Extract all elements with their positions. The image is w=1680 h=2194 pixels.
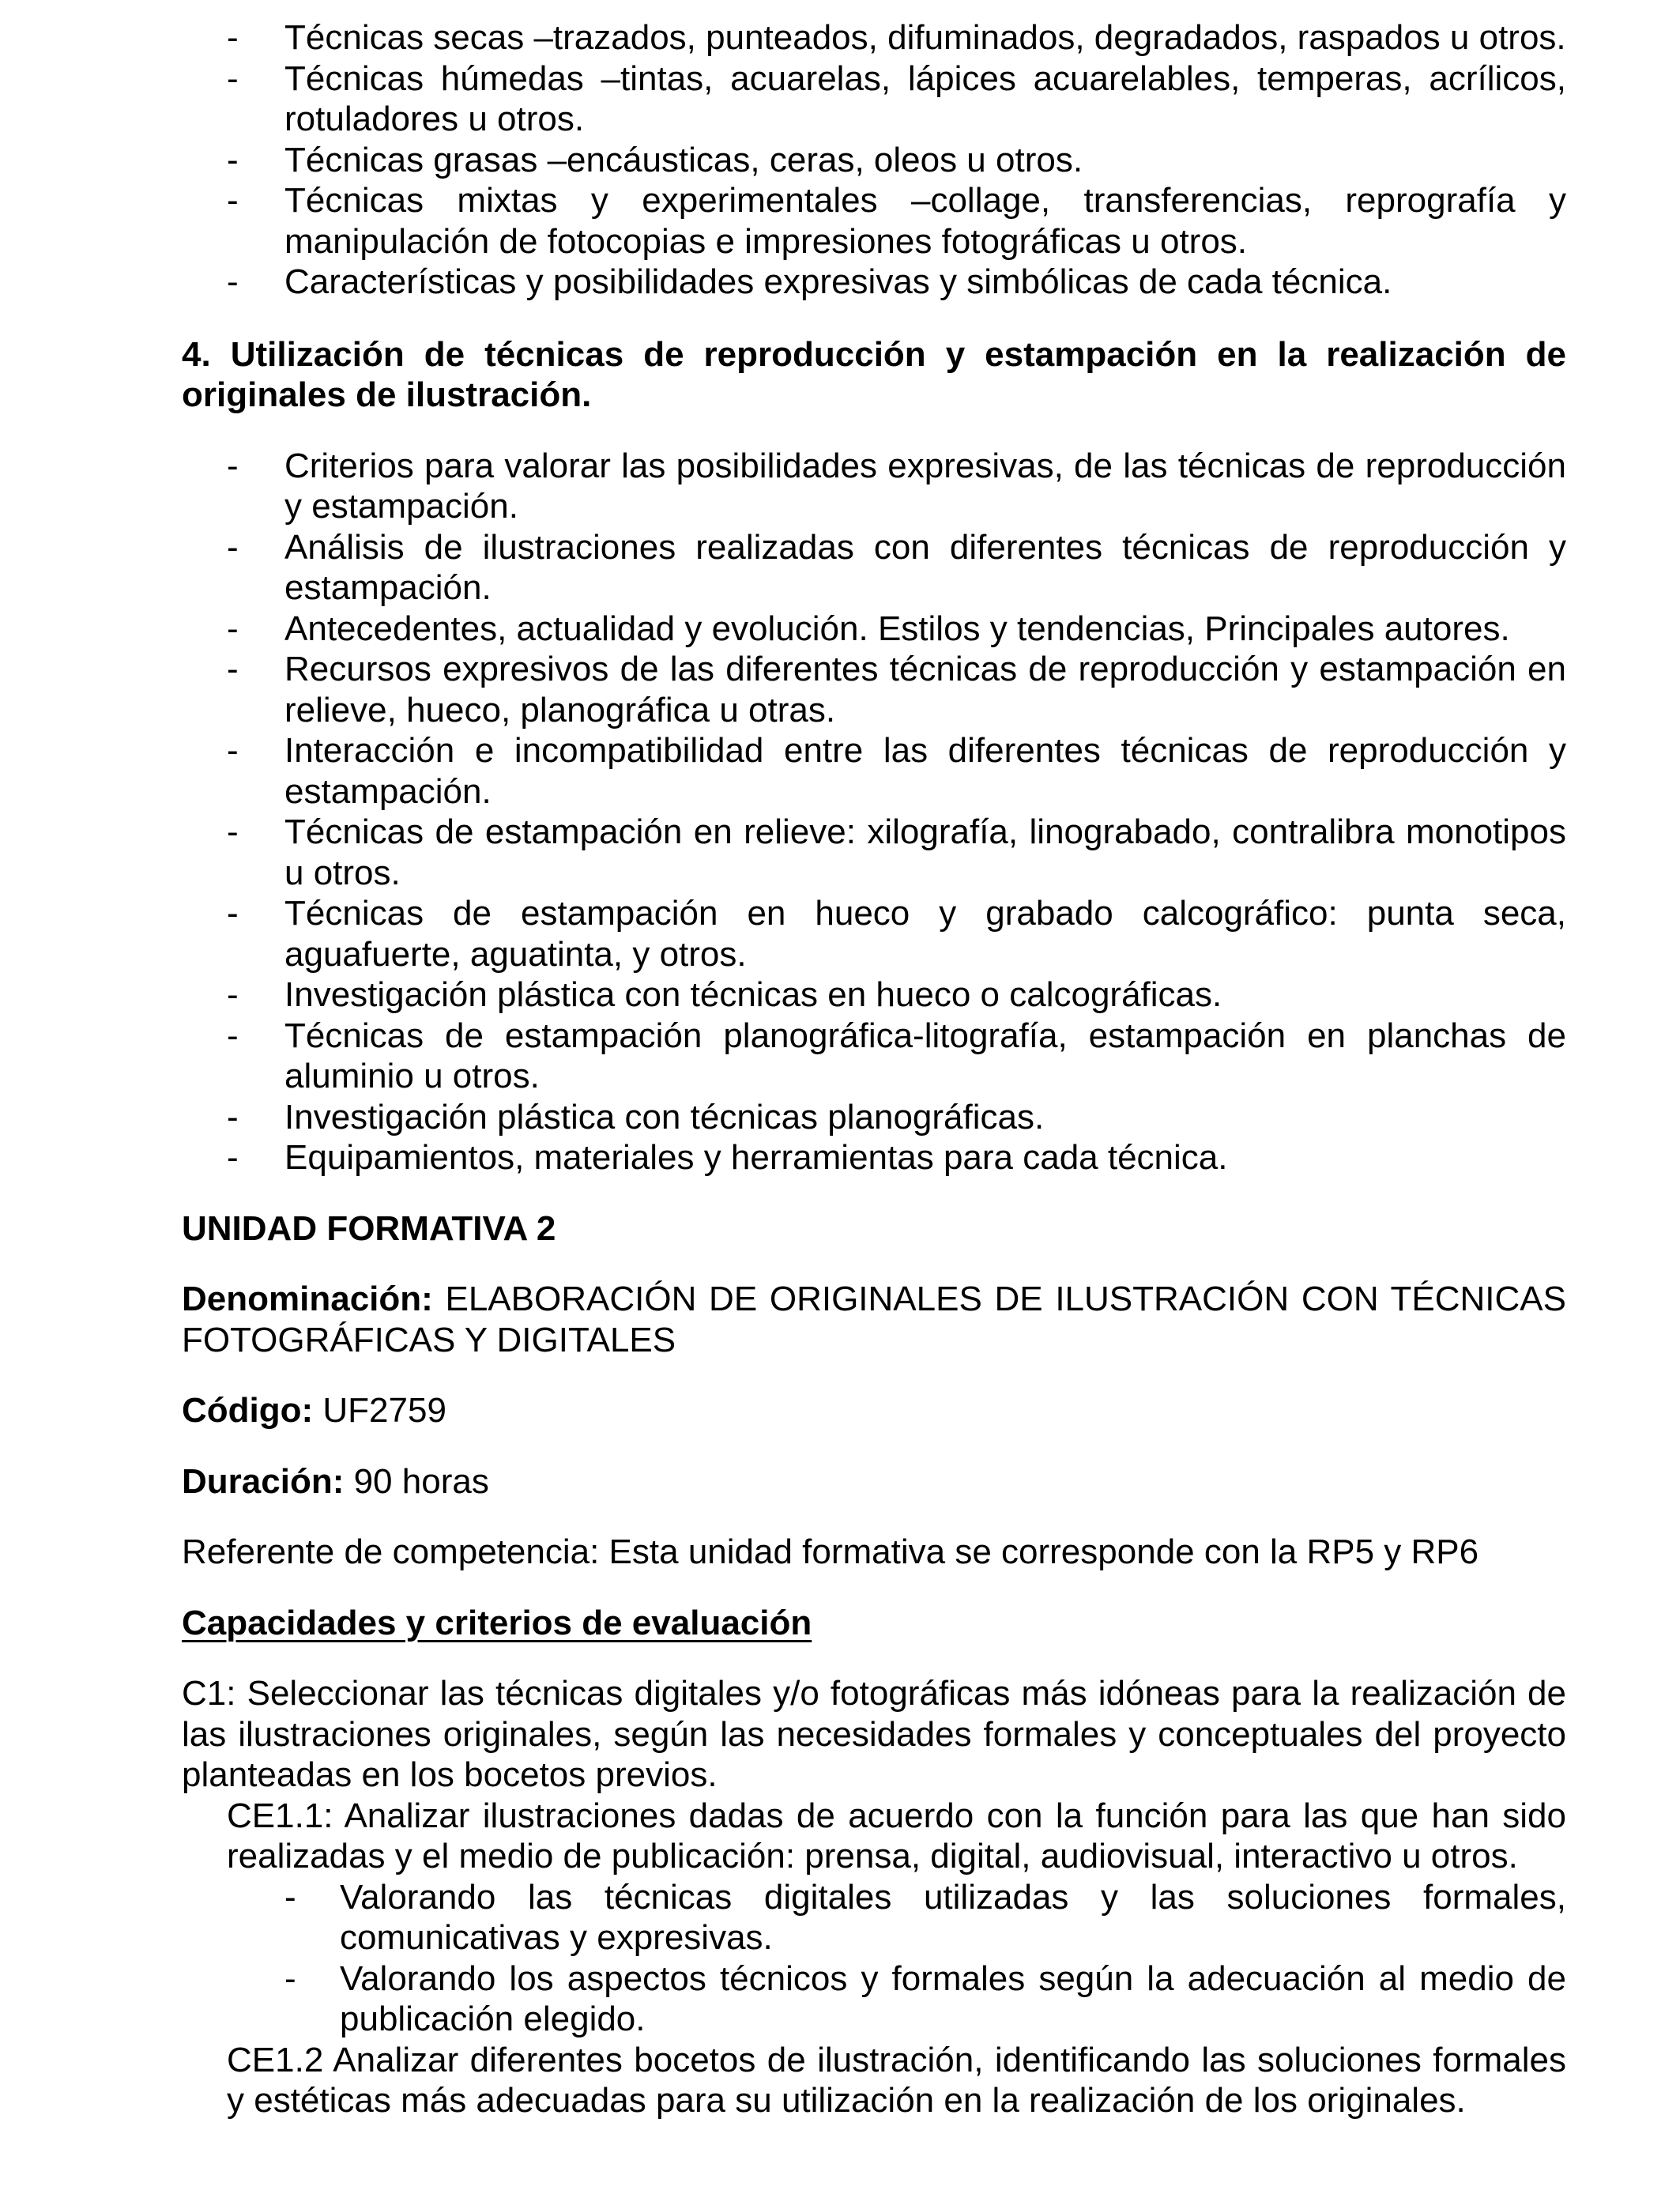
- list-item: - Investigación plástica con técnicas en hueco o calcográficas.: [227, 975, 1222, 1014]
- codigo-label: Código:: [182, 1391, 314, 1430]
- dash-bullet: -: [227, 181, 239, 220]
- technique-list: [182, 17, 1566, 303]
- capacidades-heading: Capacidades y criterios de evaluación: [182, 1603, 812, 1642]
- codigo-value: UF2759: [313, 1391, 446, 1430]
- list-item: - Valorando las técnicas digitales utilizadas y las soluciones formales, comunicativas y expresivas.: [284, 1877, 1566, 1957]
- dash-bullet: -: [227, 609, 239, 648]
- list-item: - Características y posibilidades expresivas y simbólicas de cada técnica.: [227, 262, 1392, 301]
- list-item: - Técnicas de estampación en relieve: xilografía, linograbado, contralibra monotipos u otros.: [227, 812, 1566, 892]
- list-item: - Investigación plástica con técnicas planográficas.: [227, 1097, 1045, 1137]
- referente-competencia: Referente de competencia: Esta unidad formativa se corresponde con la RP5 y RP6: [182, 1532, 1479, 1571]
- dash-bullet: -: [227, 894, 239, 933]
- list-item: - Antecedentes, actualidad y evolución. Estilos y tendencias, Principales autores.: [227, 609, 1510, 648]
- list-item: - Análisis de ilustraciones realizadas con diferentes técnicas de reproducción y estampación.: [227, 527, 1566, 607]
- dash-bullet: -: [227, 18, 239, 57]
- dash-bullet: -: [227, 58, 239, 98]
- dash-bullet: -: [227, 975, 239, 1014]
- dash-bullet: -: [227, 262, 239, 301]
- list-item: - Técnicas de estampación en hueco y grabado calcográfico: punta seca, aguafuerte, aguatinta, y otros.: [227, 894, 1566, 974]
- denominacion-label: Denominación:: [182, 1280, 433, 1318]
- list-item: - Técnicas mixtas y experimentales –collage, transferencias, reprografía y manipulación de fotocopias e impresiones fotográficas u otros.: [227, 181, 1566, 261]
- list-item: - Técnicas de estampación planográfica-litografía, estampación en planchas de aluminio u otros.: [227, 1016, 1566, 1095]
- ce1-1-text: CE1.1: Analizar ilustraciones dadas de acuerdo con la función para las que han sido realizadas y el medio de publicación: prensa, digital, audiovisual, interactivo u otros.: [227, 1796, 1566, 1875]
- dash-bullet: -: [284, 1877, 296, 1917]
- ce1-2-text: CE1.2 Analizar diferentes bocetos de ilustración, identificando las soluciones formales y estéticas más adecuadas para su utilización en la realización de los originales.: [227, 2040, 1566, 2120]
- duracion-label: Duración:: [182, 1461, 345, 1501]
- ce1-1-list: [228, 1877, 1566, 2040]
- list-item: - Valorando los aspectos técnicos y formales según la adecuación al medio de publicación elegido.: [284, 1958, 1566, 2038]
- section-4-heading: 4. Utilización de técnicas de reproducción y estampación en la realización de originales de ilustración.: [182, 334, 1566, 414]
- dash-bullet: -: [227, 446, 239, 485]
- unit-title: UNIDAD FORMATIVA 2: [182, 1208, 556, 1248]
- dash-bullet: -: [227, 1016, 239, 1055]
- dash-bullet: -: [227, 1138, 239, 1177]
- duracion: [182, 1461, 1566, 1502]
- list-item: - Técnicas húmedas –tintas, acuarelas, lápices acuarelables, temperas, acrílicos, rotuladores u otros.: [227, 58, 1566, 138]
- dash-bullet: -: [284, 1958, 296, 1998]
- c1-text: C1: Seleccionar las técnicas digitales y/o fotográficas más idóneas para la realización de las ilustraciones originales, según las necesidades formales y conceptuales del proyecto planteadas en los bocetos previos.: [182, 1674, 1566, 1794]
- list-item: - Equipamientos, materiales y herramientas para cada técnica.: [227, 1138, 1228, 1177]
- list-item: - Criterios para valorar las posibilidades expresivas, de las técnicas de reproducción y estampación.: [227, 446, 1566, 526]
- dash-bullet: -: [227, 1097, 239, 1137]
- list-item: - Técnicas secas –trazados, punteados, difuminados, degradados, raspados u otros.: [227, 18, 1566, 57]
- denominacion-value: ELABORACIÓN DE ORIGINALES DE ILUSTRACIÓN CON TÉCNICAS FOTOGRÁFICAS Y DIGITALES: [182, 1280, 1566, 1359]
- section-4-list: [182, 446, 1566, 1178]
- list-item: - Interacción e incompatibilidad entre las diferentes técnicas de reproducción y estampación.: [227, 731, 1566, 811]
- codigo: [182, 1390, 1566, 1431]
- denominacion: [182, 1279, 1566, 1360]
- dash-bullet: -: [227, 650, 239, 688]
- duracion-value: 90 horas: [344, 1461, 489, 1501]
- dash-bullet: -: [227, 527, 239, 567]
- list-item: - Recursos expresivos de las diferentes técnicas de reproducción y estampación en relieve, hueco, planográfica u otras.: [227, 650, 1566, 729]
- page-content: [182, 17, 1566, 2121]
- dash-bullet: -: [227, 731, 239, 770]
- dash-bullet: -: [227, 812, 239, 851]
- list-item: - Técnicas grasas –encáusticas, ceras, oleos u otros.: [227, 140, 1083, 179]
- dash-bullet: -: [227, 140, 239, 179]
